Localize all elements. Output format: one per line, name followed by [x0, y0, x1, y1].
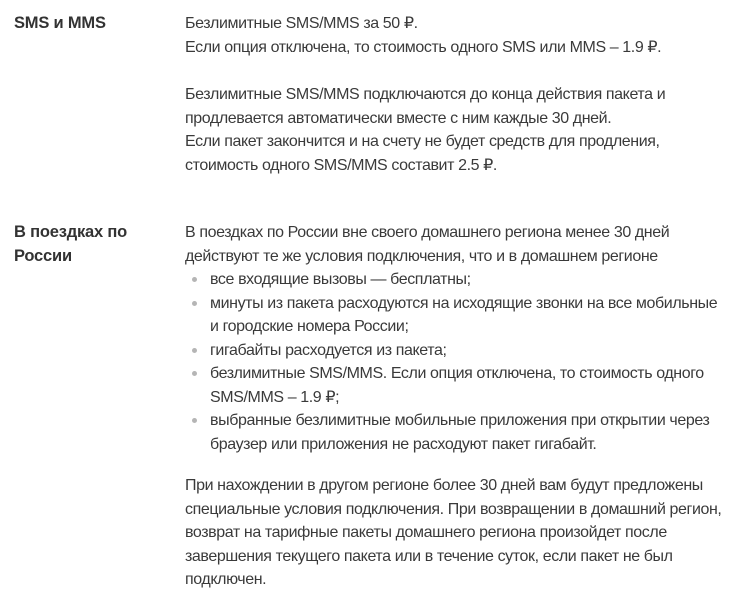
bullet-icon	[192, 277, 197, 282]
text-line: Безлимитные SMS/MMS за 50 ₽.	[185, 15, 418, 32]
list-item-text: выбранные безлимитные мобильные приложения при открытии через браузер или приложения не расходуют пакет гигабайт.	[210, 412, 710, 453]
section-label: В поездках по России	[14, 223, 128, 265]
list-item	[185, 292, 725, 339]
text-line: Безлимитные SMS/MMS подключаются до конца действия пакета и продлевается автоматически вместе с ним каждые 30 дней.	[185, 86, 666, 127]
section-content	[185, 221, 725, 592]
bullet-icon	[192, 301, 197, 306]
bullet-icon	[192, 418, 197, 423]
text-line: В поездках по России вне своего домашнего региона менее 30 дней действуют те же условия подключения, что и в домашнем регионе	[185, 224, 670, 265]
list-item	[185, 362, 725, 409]
section-label: SMS и MMS	[14, 14, 106, 32]
list-item-text: гигабайты расходуется из пакета;	[210, 341, 447, 359]
list-item-text: все входящие вызовы — бесплатны;	[210, 271, 471, 288]
paragraph	[185, 83, 725, 177]
paragraph	[185, 12, 725, 59]
section-content	[185, 12, 725, 177]
bullet-list	[185, 268, 725, 456]
list-item	[185, 409, 725, 456]
list-item	[185, 268, 725, 292]
text-line: Если пакет закончится и на счету не будет средств для продления, стоимость одного SMS/MMS составит 2.5 ₽.	[185, 133, 660, 174]
paragraph	[185, 221, 725, 268]
text-line: При нахождении в другом регионе более 30 дней вам будут предложены специальные условия подключения. При возвращении в домашний регион, возврат на тарифные пакеты домашнего региона произойдет после завершения текущего пакета или в течение суток, если пакет не был подключен.	[185, 477, 722, 588]
bullet-icon	[192, 348, 197, 353]
tariff-section	[14, 12, 725, 177]
paragraph	[185, 474, 725, 592]
list-item-text: безлимитные SMS/MMS. Если опция отключена, то стоимость одного SMS/MMS – 1.9 ₽;	[210, 365, 704, 406]
list-item-text: минуты из пакета расходуются на исходящие звонки на все мобильные и городские номера России;	[210, 294, 718, 335]
text-line: Если опция отключена, то стоимость одного SMS или MMS – 1.9 ₽.	[185, 38, 662, 56]
bullet-icon	[192, 371, 197, 376]
list-item	[185, 339, 725, 363]
tariff-section	[14, 221, 725, 592]
